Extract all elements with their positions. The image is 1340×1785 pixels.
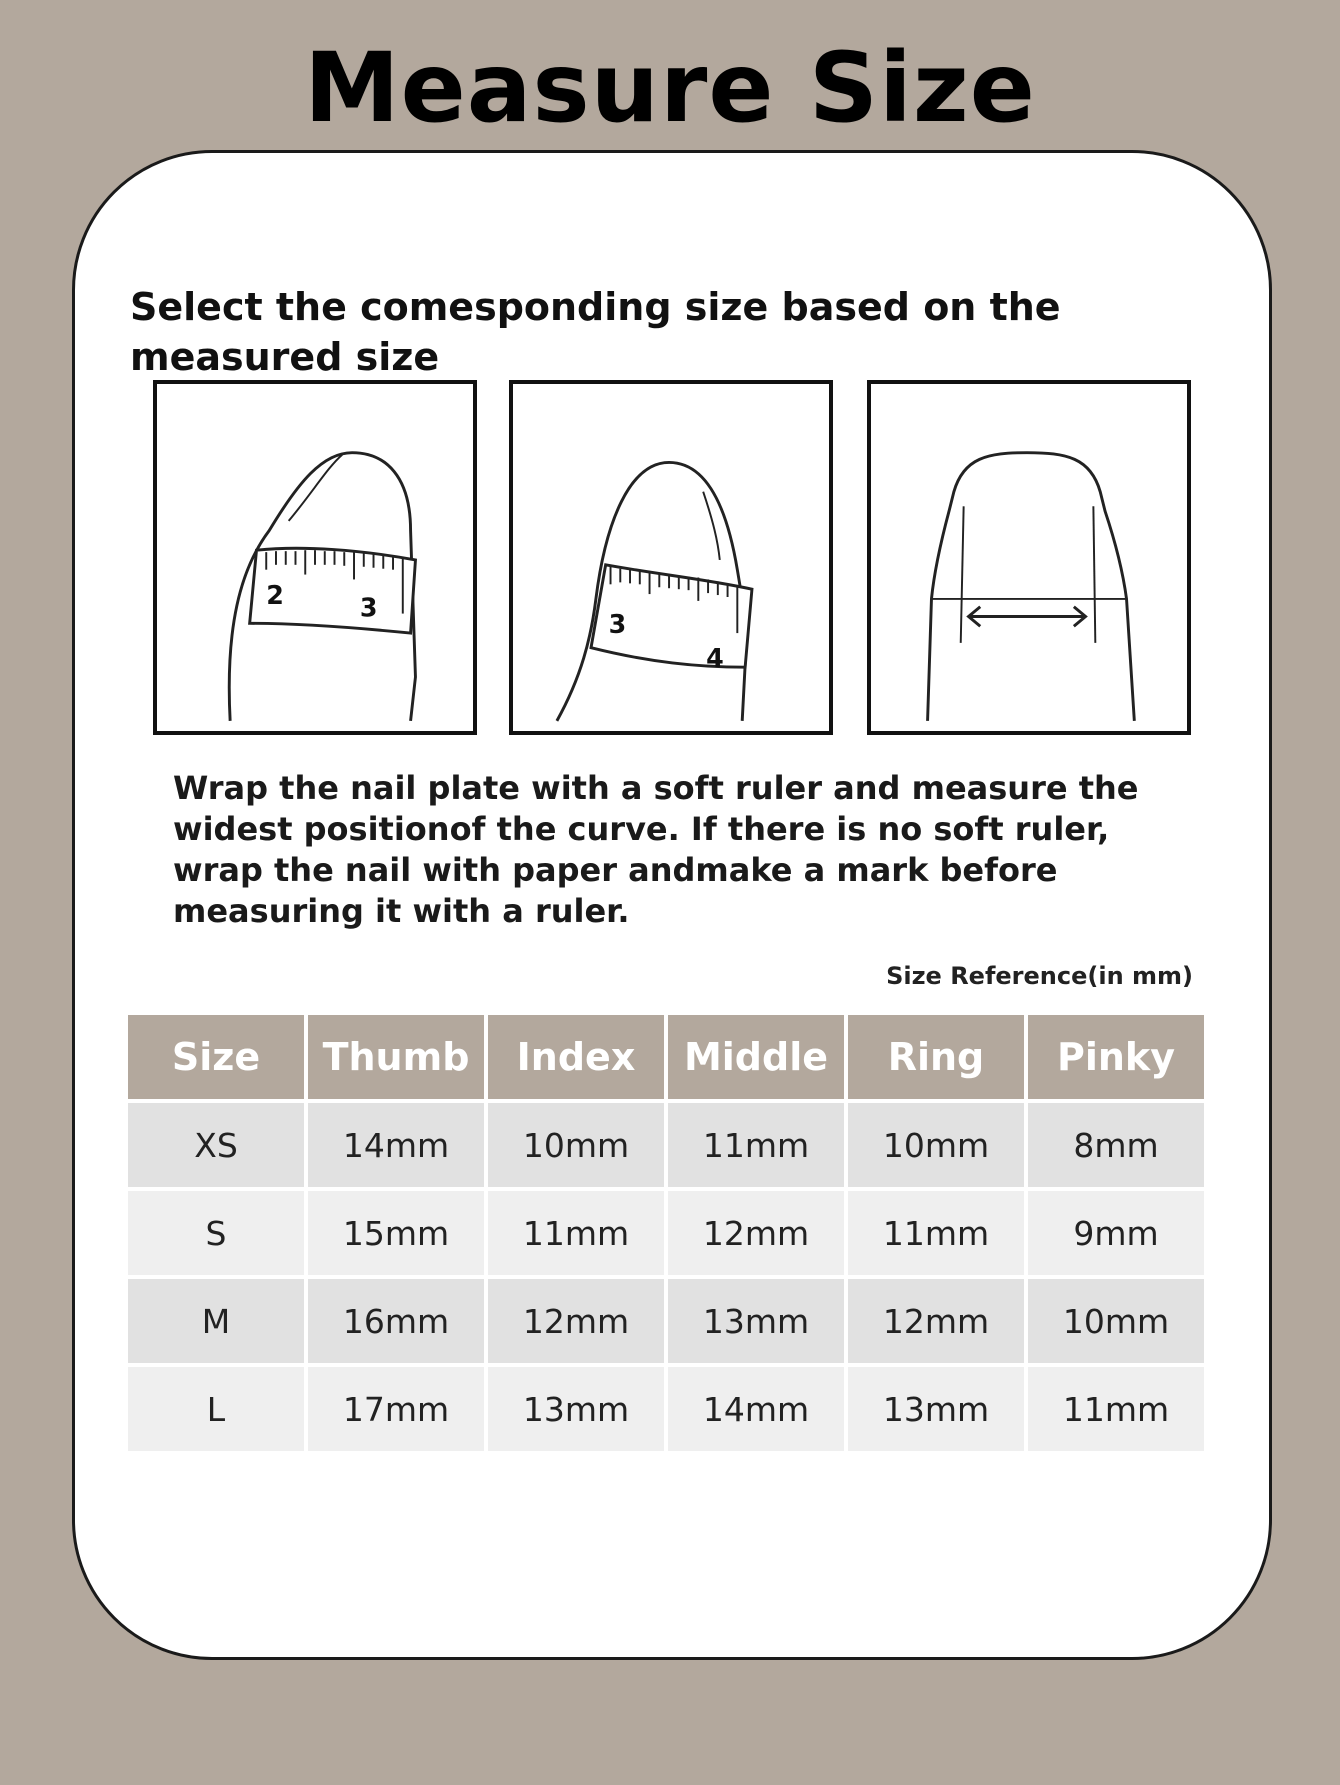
header-thumb: Thumb (308, 1015, 484, 1099)
table-cell: 13mm (488, 1367, 664, 1451)
header-ring: Ring (848, 1015, 1024, 1099)
header-middle: Middle (668, 1015, 844, 1099)
table-cell: 14mm (308, 1103, 484, 1187)
table-row (128, 1191, 1204, 1275)
index-ruler-drawing (513, 384, 829, 731)
table-row (128, 1367, 1204, 1451)
table-cell: 12mm (848, 1279, 1024, 1363)
table-cell: 12mm (488, 1279, 664, 1363)
table-cell: 13mm (668, 1279, 844, 1363)
table-cell: 11mm (488, 1191, 664, 1275)
table-cell: 14mm (668, 1367, 844, 1451)
table-cell: 10mm (488, 1103, 664, 1187)
nail-width-drawing (871, 384, 1187, 731)
header-size: Size (128, 1015, 304, 1099)
header-pinky: Pinky (1028, 1015, 1204, 1099)
double-arrow-icon (969, 607, 1086, 627)
table-cell: 11mm (848, 1191, 1024, 1275)
illustration-index-ruler (509, 380, 833, 735)
ruler-label-4: 4 (706, 643, 724, 674)
table-row (128, 1279, 1204, 1363)
illustration-thumb-ruler (153, 380, 477, 735)
table-cell: 9mm (1028, 1191, 1204, 1275)
table-cell: XS (128, 1103, 304, 1187)
table-cell: 11mm (1028, 1367, 1204, 1451)
instruction-text: Select the comesponding size based on the measured size (130, 285, 1061, 379)
ruler-label-3: 3 (359, 592, 378, 623)
ruler-label-3: 3 (608, 609, 627, 640)
ruler-label-2: 2 (266, 579, 284, 610)
table-cell: 16mm (308, 1279, 484, 1363)
page-title: Measure Size (304, 32, 1036, 144)
size-table (124, 1011, 1208, 1455)
table-cell: 13mm (848, 1367, 1024, 1451)
table-cell: 12mm (668, 1191, 844, 1275)
illustration-nail-width (867, 380, 1191, 735)
table-cell: M (128, 1279, 304, 1363)
table-cell: 15mm (308, 1191, 484, 1275)
table-cell: 17mm (308, 1367, 484, 1451)
thumb-ruler-drawing (157, 384, 473, 731)
table-cell: 10mm (848, 1103, 1024, 1187)
size-reference-label: Size Reference(in mm) (886, 962, 1193, 990)
table-cell: 10mm (1028, 1279, 1204, 1363)
table-header-row (128, 1015, 1204, 1099)
table-cell: S (128, 1191, 304, 1275)
measure-description: Wrap the nail plate with a soft ruler and measure the widest positionof the curve. If there is no soft ruler, wrap the nail with paper andmake a mark before measuring it with a ruler. (173, 769, 1139, 930)
header-index: Index (488, 1015, 664, 1099)
table-cell: L (128, 1367, 304, 1451)
table-row (128, 1103, 1204, 1187)
table-cell: 8mm (1028, 1103, 1204, 1187)
table-cell: 11mm (668, 1103, 844, 1187)
